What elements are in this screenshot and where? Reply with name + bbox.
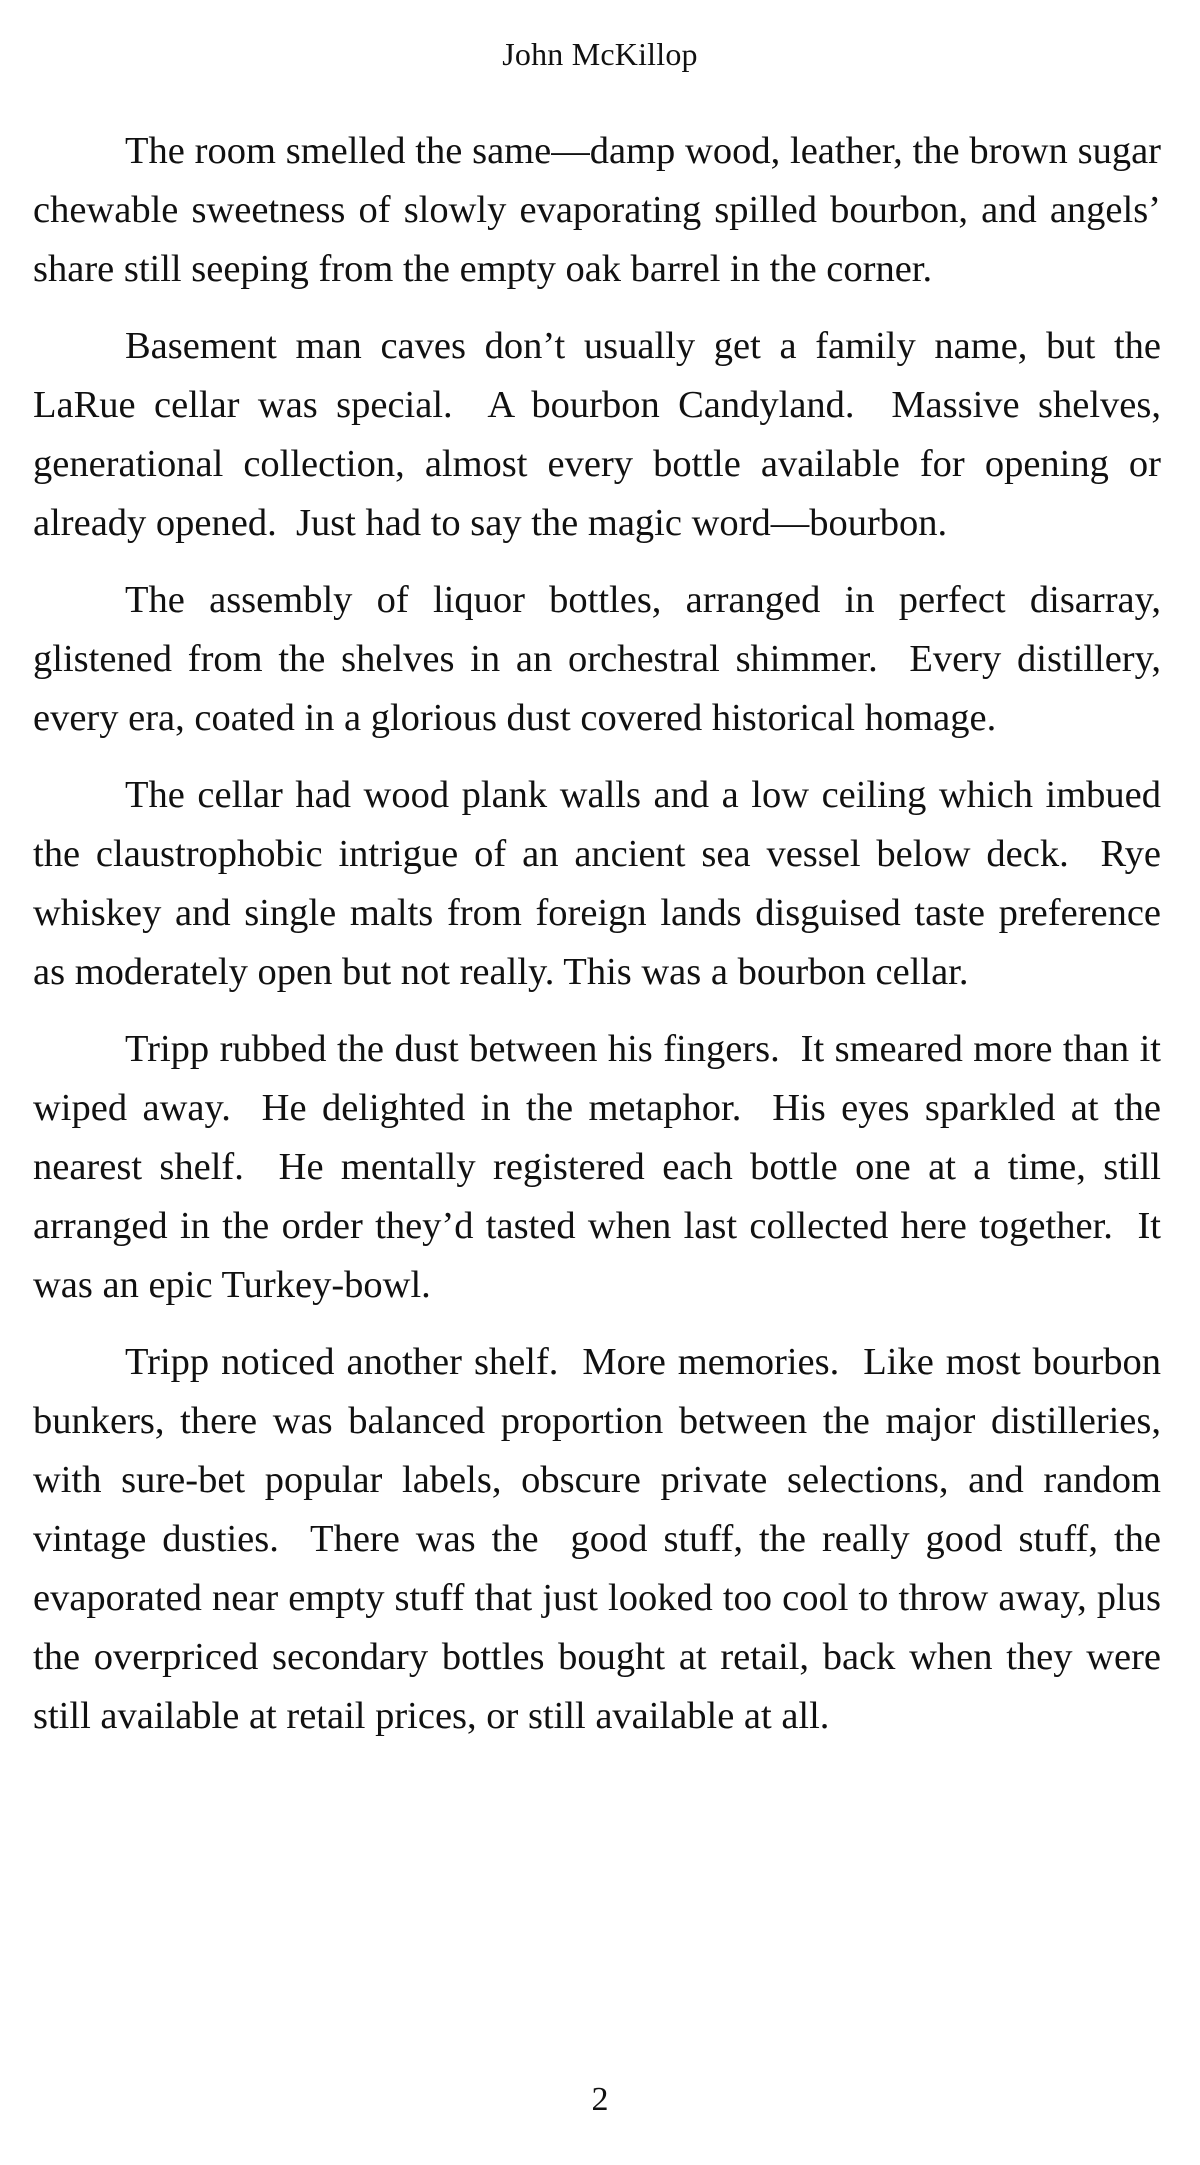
paragraph-2: Basement man caves don’t usually get a family name, but the LaRue cellar was special. A bourbon Candyland. Massive shelves, generational collection, almost every bottle available for opening or already opened. Just had to say the magic word—bourbon.	[33, 325, 1161, 544]
paragraph-4: The cellar had wood plank walls and a low ceiling which imbued the claustrophobic intrigue of an ancient sea vessel below deck. Rye whiskey and single malts from foreign lands disguised taste preference as moderately open but not really. This was a bourbon cellar.	[33, 774, 1161, 993]
running-header-author: John McKillop	[502, 36, 698, 72]
paragraph-1: The room smelled the same—damp wood, leather, the brown sugar chewable sweetness of slowly evaporating spilled bourbon, and angels’ share still seeping from the empty oak barrel in the corner.	[33, 130, 1161, 290]
page-number: 2	[591, 2081, 609, 2118]
paragraph-3: The assembly of liquor bottles, arranged in perfect disarray, glistened from the shelves in an orchestral shimmer. Every distillery, every era, coated in a glorious dust covered historical homage.	[33, 579, 1161, 739]
paragraph-6: Tripp noticed another shelf. More memories. Like most bourbon bunkers, there was balanced proportion between the major distilleries, with sure-bet popular labels, obscure private selections, and random vintage dusties. There was the good stuff, the really good stuff, the evaporated near empty stuff that just looked too cool to throw away, plus the overpriced secondary bottles bought at retail, back when they were still available at retail prices, or still available at all.	[33, 1341, 1161, 1737]
paragraph-5: Tripp rubbed the dust between his fingers. It smeared more than it wiped away. He delighted in the metaphor. His eyes sparkled at the nearest shelf. He mentally registered each bottle one at a time, still arranged in the order they’d tasted when last collected here together. It was an epic Turkey-bowl.	[33, 1028, 1161, 1306]
body-text	[33, 122, 1161, 1764]
